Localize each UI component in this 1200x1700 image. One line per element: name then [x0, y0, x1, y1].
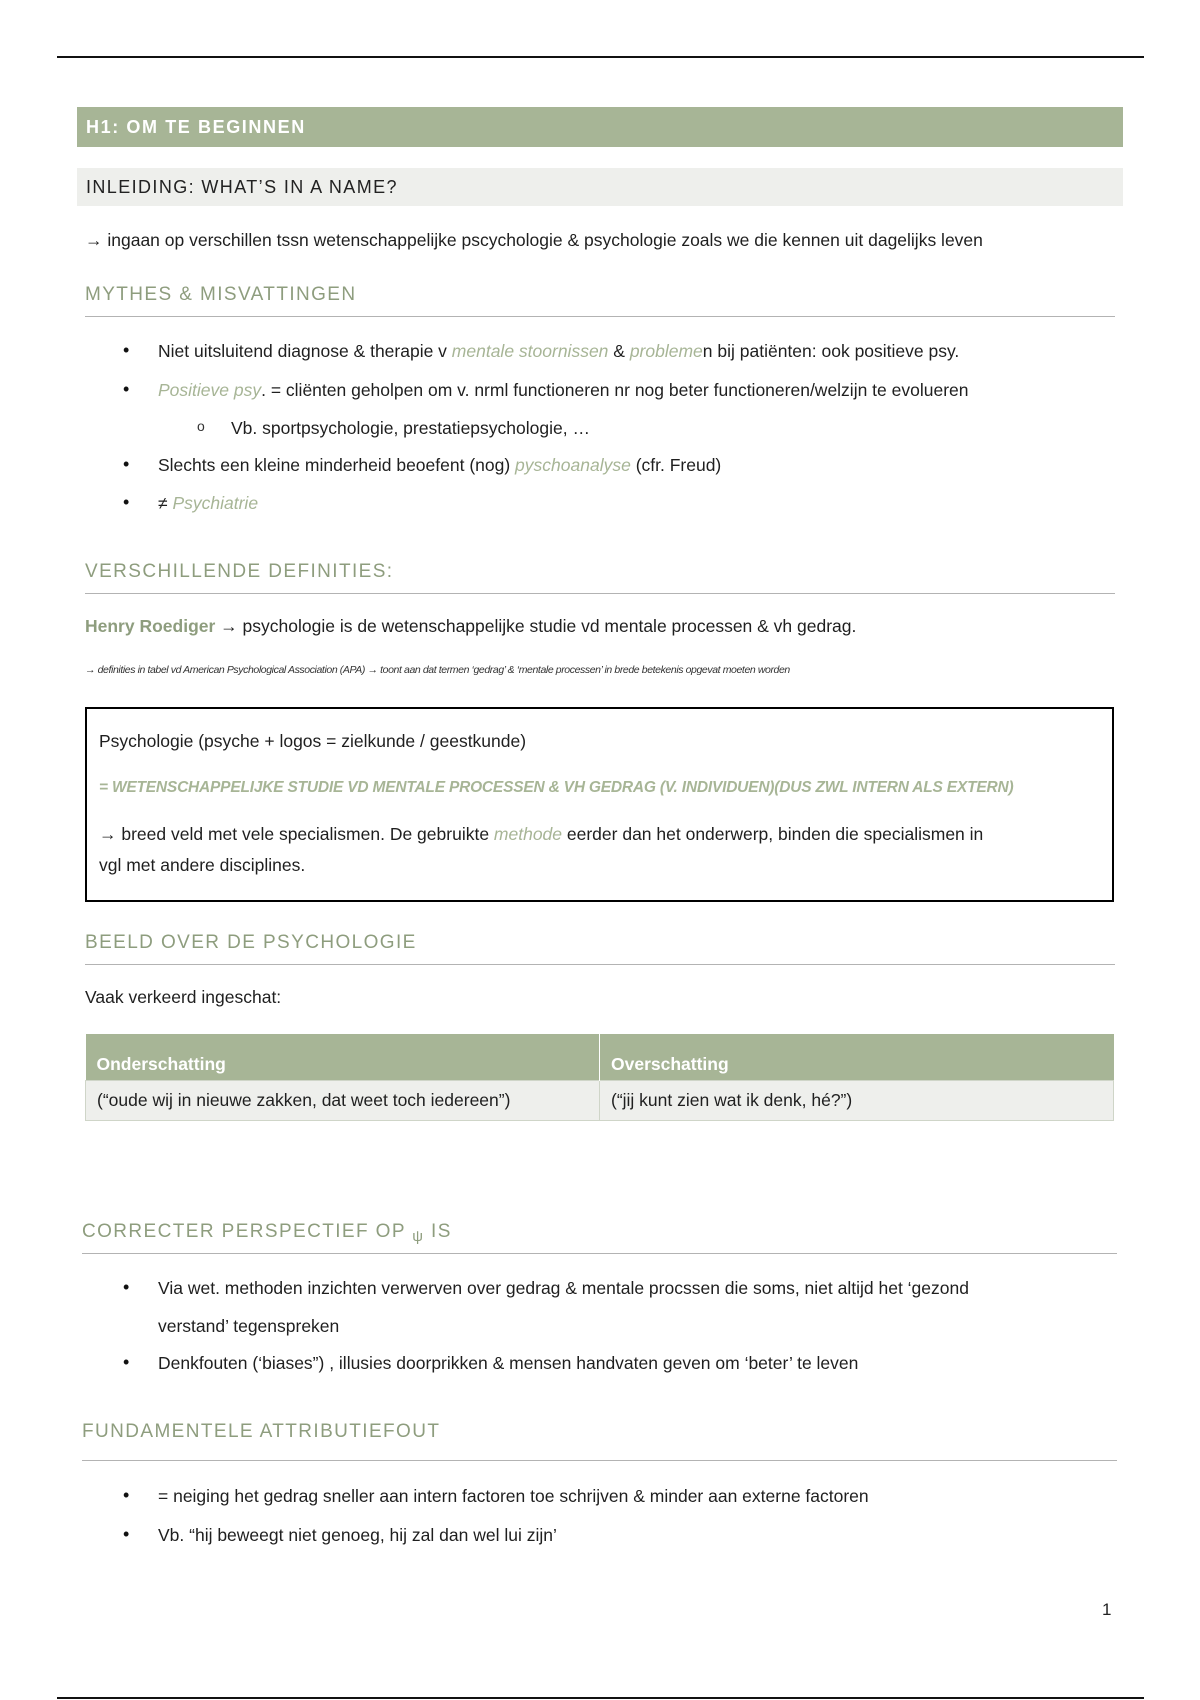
mythes-subbullet-1: o Vb. sportpsychologie, prestatiepsychologie, … [231, 418, 590, 439]
box-line-2: = WETENSCHAPPELIJKE STUDIE VD MENTALE PROCESSEN & VH GEDRAG (V. INDIVIDUEN)(DUS ZWL INTERN ALS EXTERN) [99, 779, 1014, 796]
definition-box [85, 707, 1114, 902]
attributie-bullet-2: • Vb. “hij beweegt niet genoeg, hij zal dan wel lui zijn’ [158, 1525, 557, 1546]
page-number: 1 [1102, 1600, 1112, 1619]
table-header: Onderschatting [86, 1034, 600, 1080]
perspectief-bullet-1-cont: verstand’ tegenspreken [158, 1316, 340, 1336]
table-header: Overschatting [600, 1034, 1114, 1080]
perspectief-bullet-2: • Denkfouten (‘biases”) , illusies doorprikken & mensen handvaten geven om ‘beter’ te leven [158, 1353, 858, 1374]
inleiding-text: → ingaan op verschillen tssn wetenschappelijke pscychologie & psychologie zoals we die kennen uit dagelijks leven [85, 230, 983, 250]
mythes-bullet-4: • ≠ Psychiatrie [158, 493, 258, 514]
bottom-rule [57, 1697, 1144, 1699]
top-rule [57, 56, 1144, 58]
beeld-heading: BEELD OVER DE PSYCHOLOGIE [85, 932, 1115, 965]
beeld-table [85, 1034, 1114, 1121]
mythes-bullet-2: • Positieve psy. = cliënten geholpen om v. nrml functioneren nr nog beter functioneren/welzijn te evolueren [158, 380, 969, 401]
inleiding-heading: INLEIDING: WHAT’S IN A NAME? [77, 168, 1123, 206]
perspectief-heading: CORRECTER PERSPECTIEF OP $_\psi$ IS [82, 1221, 1117, 1254]
table-cell: (“jij kunt zien wat ik denk, hé?”) [600, 1080, 1114, 1120]
box-line-3: → breed veld met vele specialismen. De gebruikte methode eerder dan het onderwerp, binden die specialismen in [99, 824, 984, 844]
mythes-heading: MYTHES & MISVATTINGEN [85, 284, 1115, 317]
chapter-heading: H1: OM TE BEGINNEN [77, 107, 1123, 147]
table-cell: (“oude wij in nieuwe zakken, dat weet toch iedereen”) [86, 1080, 600, 1120]
attributie-bullet-1: • = neiging het gedrag sneller aan intern factoren toe schrijven & minder aan externe factoren [158, 1486, 869, 1507]
beeld-intro: Vaak verkeerd ingeschat: [85, 987, 282, 1007]
mythes-bullet-1: • Niet uitsluitend diagnose & therapie v mentale stoornissen & problemen bij patiënten: ook positieve psy. [158, 341, 959, 362]
mythes-bullet-3: • Slechts een kleine minderheid beoefent (nog) pyschoanalyse (cfr. Freud) [158, 455, 721, 476]
apa-note: → definities in tabel vd American Psychological Association (APA) → toont aan dat termen ‘gedrag’ & ‘mentale processen’ in brede betekenis opgevat moeten worden [85, 664, 790, 676]
definities-heading: VERSCHILLENDE DEFINITIES: [85, 561, 1115, 594]
table-row [86, 1080, 1114, 1120]
table-header-row [86, 1034, 1114, 1080]
box-line-1: Psychologie (psyche + logos = zielkunde / geestkunde) [99, 731, 527, 751]
attributie-heading: FUNDAMENTELE ATTRIBUTIEFOUT [82, 1421, 1117, 1461]
roediger-definition: Henry Roediger → psychologie is de wetenschappelijke studie vd mentale processen & vh gedrag. [85, 616, 857, 636]
perspectief-bullet-1: • Via wet. methoden inzichten verwerven over gedrag & mentale procssen die soms, niet altijd het ‘gezond [158, 1278, 969, 1299]
box-line-4: vgl met andere disciplines. [99, 855, 306, 875]
